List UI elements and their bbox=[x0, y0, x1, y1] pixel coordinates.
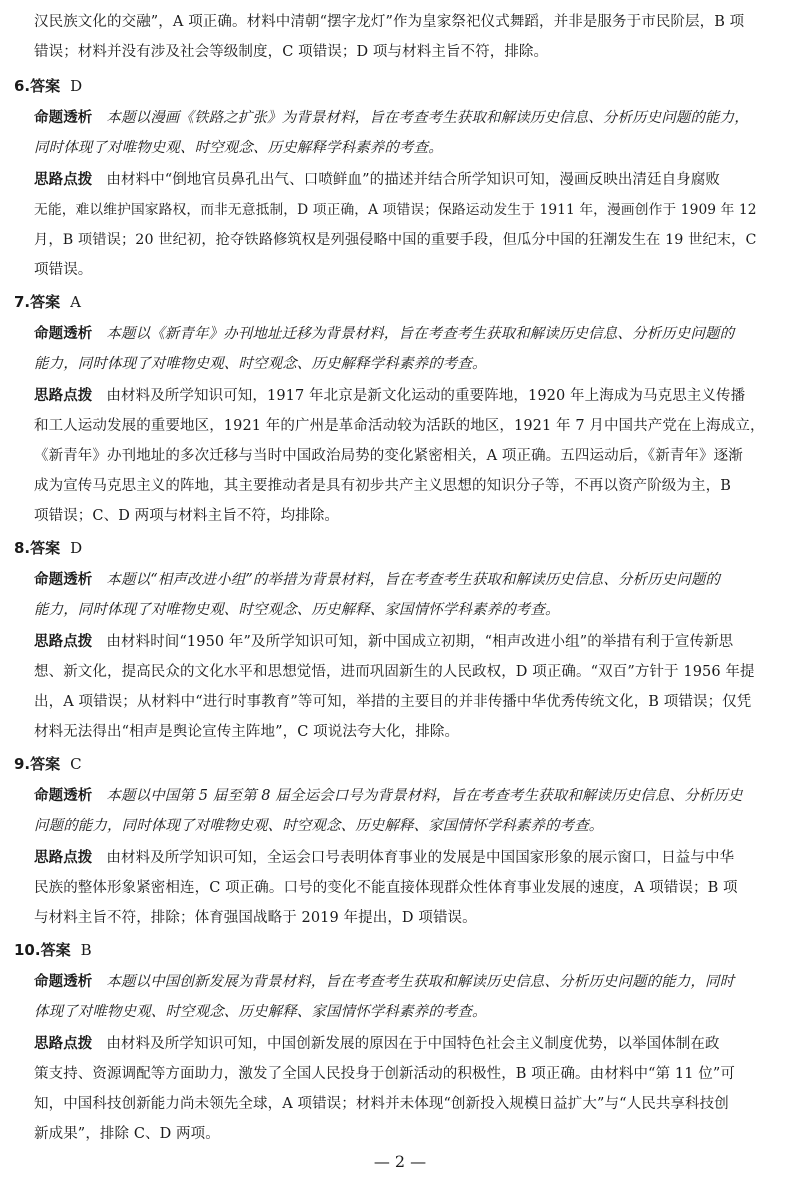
q6-answer-label: 答案 bbox=[30, 77, 61, 95]
q7-hint-line-3: 《新青年》办刊地址的多次迁移与当时中国政治局势的变化紧密相关，A 项正确。五四运动后，《新青年》逐渐 bbox=[34, 448, 743, 464]
q7-analysis-label: 命题透析 bbox=[34, 326, 93, 342]
q9-answer-heading bbox=[14, 754, 82, 774]
q6-hint-line-1 bbox=[34, 170, 766, 190]
q10-answer-heading bbox=[14, 940, 92, 960]
q7-analysis-line-2: 能力，同时体现了对唯物史观、时空观念、历史解释学科素养的考查。 bbox=[34, 356, 487, 372]
q10-analysis-line-1 bbox=[34, 972, 766, 992]
q9-answer-label: 答案 bbox=[30, 755, 61, 773]
q10-hint-line-2: 策支持、资源调配等方面助力，激发了全国人民投身于创新活动的积极性，B 项正确。由材料中“第 11 位”可 bbox=[34, 1066, 735, 1082]
q7-hint-label: 思路点拨 bbox=[34, 388, 93, 404]
q10-answer-label: 答案 bbox=[40, 941, 71, 959]
q7-hint-text-1: 由材料及所学知识可知，1917 年北京是新文化运动的重要阵地，1920 年上海成为马克思主义传播 bbox=[106, 388, 746, 404]
q7-analysis-text-1: 本题以《新青年》办刊地址迁移为背景材料，旨在考查考生获取和解读历史信息、分析历史问题的 bbox=[106, 326, 735, 342]
q8-analysis-text-1: 本题以“相声改进小组”的举措为背景材料，旨在考查考生获取和解读历史信息、分析历史问题的 bbox=[106, 572, 721, 588]
q6-number: 6. bbox=[14, 77, 31, 95]
q7-answer-heading bbox=[14, 292, 81, 312]
continued-text-line-1: 汉民族文化的交融”，A 项正确。材料中清朝“摆字龙灯”作为皇家祭祀仪式舞蹈，并非是服务于市民阶层，B 项 bbox=[34, 14, 745, 30]
q10-hint-label: 思路点拨 bbox=[34, 1036, 93, 1052]
q7-answer-label: 答案 bbox=[30, 293, 61, 311]
continued-text-line-2: 错误；材料并没有涉及社会等级制度，C 项错误；D 项与材料主旨不符，排除。 bbox=[34, 44, 549, 60]
q10-hint-text-1: 由材料及所学知识可知，中国创新发展的原因在于中国特色社会主义制度优势，以举国体制在政 bbox=[106, 1036, 720, 1052]
q6-hint-label: 思路点拨 bbox=[34, 172, 93, 188]
page-number: — 2 — bbox=[373, 1152, 427, 1171]
q8-hint-label: 思路点拨 bbox=[34, 634, 93, 650]
q9-hint-label: 思路点拨 bbox=[34, 850, 93, 866]
q10-analysis-label: 命题透析 bbox=[34, 974, 93, 990]
q6-hint-line-2: 无能，难以维护国家路权，而非无意抵制，D 项正确，A 项错误；保路运动发生于 1911 年，漫画创作于 1909 年 12 bbox=[34, 202, 757, 218]
q9-analysis-label: 命题透析 bbox=[34, 788, 93, 804]
q6-analysis-line-1 bbox=[34, 108, 766, 128]
q6-analysis-text-1: 本题以漫画《铁路之扩张》为背景材料，旨在考查考生获取和解读历史信息、分析历史问题的能力， bbox=[106, 110, 749, 126]
q7-hint-line-5: 项错误；C、D 两项与材料主旨不符，均排除。 bbox=[34, 508, 340, 524]
q9-answer-value: C bbox=[70, 755, 82, 773]
q9-hint-line-3: 与材料主旨不符，排除；体育强国战略于 2019 年提出，D 项错误。 bbox=[34, 910, 477, 926]
q8-analysis-label: 命题透析 bbox=[34, 572, 93, 588]
q10-number: 10. bbox=[14, 941, 41, 959]
q7-hint-line-1 bbox=[34, 386, 766, 406]
q10-hint-line-4: 新成果”，排除 C、D 两项。 bbox=[34, 1126, 220, 1142]
q6-analysis-label: 命题透析 bbox=[34, 110, 93, 126]
q10-answer-value: B bbox=[80, 941, 92, 959]
q7-answer-value: A bbox=[70, 293, 81, 311]
q8-answer-label: 答案 bbox=[30, 539, 61, 557]
q8-hint-line-1 bbox=[34, 632, 766, 652]
q6-answer-heading bbox=[14, 76, 82, 96]
q9-analysis-line-1 bbox=[34, 786, 766, 806]
q9-analysis-text-1: 本题以中国第 5 届至第 8 届全运会口号为背景材料，旨在考查考生获取和解读历史信息、分析历史 bbox=[106, 788, 743, 804]
q8-hint-line-4: 材料无法得出“相声是舆论宣传主阵地”，C 项说法夸大化，排除。 bbox=[34, 724, 460, 740]
q9-hint-text-1: 由材料及所学知识可知，全运会口号表明体育事业的发展是中国国家形象的展示窗口，日益与中华 bbox=[106, 850, 735, 866]
q8-number: 8. bbox=[14, 539, 31, 557]
q6-hint-line-4: 项错误。 bbox=[34, 262, 93, 278]
q6-hint-line-3: 月，B 项错误；20 世纪初，抢夺铁路修筑权是列强侵略中国的重要手段，但瓜分中国的狂潮发生在 19 世纪末，C bbox=[34, 232, 757, 248]
q8-hint-line-3: 出，A 项错误；从材料中“进行时事教育”等可知，举措的主要目的并非传播中华优秀传统文化，B 项错误；仅凭 bbox=[34, 694, 752, 710]
q9-hint-line-2: 民族的整体形象紧密相连，C 项正确。口号的变化不能直接体现群众性体育事业发展的速度，A 项错误；B 项 bbox=[34, 880, 738, 896]
q7-hint-line-4: 成为宣传马克思主义的阵地，其主要推动者是具有初步共产主义思想的知识分子等，不再以资产阶级为主，B bbox=[34, 478, 731, 494]
q8-analysis-line-2: 能力，同时体现了对唯物史观、时空观念、历史解释、家国情怀学科素养的考查。 bbox=[34, 602, 560, 618]
q7-analysis-line-1 bbox=[34, 324, 766, 344]
q9-hint-line-1 bbox=[34, 848, 766, 868]
q8-hint-line-2: 想、新文化，提高民众的文化水平和思想觉悟，进而巩固新生的人民政权，D 项正确。“双百”方针于 1956 年提 bbox=[34, 664, 755, 680]
q6-answer-value: D bbox=[70, 77, 83, 95]
q8-answer-heading bbox=[14, 538, 82, 558]
q7-hint-line-2: 和工人运动发展的重要地区，1921 年的广州是革命活动较为活跃的地区，1921 年 7 月中国共产党在上海成立， bbox=[34, 418, 765, 434]
q10-analysis-line-2: 体现了对唯物史观、时空观念、历史解释、家国情怀学科素养的考查。 bbox=[34, 1004, 487, 1020]
q9-number: 9. bbox=[14, 755, 31, 773]
q8-analysis-line-1 bbox=[34, 570, 766, 590]
q6-analysis-line-2: 同时体现了对唯物史观、时空观念、历史解释学科素养的考查。 bbox=[34, 140, 443, 156]
q9-analysis-line-2: 问题的能力，同时体现了对唯物史观、时空观念、历史解释、家国情怀学科素养的考查。 bbox=[34, 818, 604, 834]
q10-hint-line-3: 知，中国科技创新能力尚未领先全球，A 项错误；材料并未体现“创新投入规模日益扩大”与“人民共享科技创 bbox=[34, 1096, 729, 1112]
q10-hint-line-1 bbox=[34, 1034, 766, 1054]
q7-number: 7. bbox=[14, 293, 31, 311]
q10-analysis-text-1: 本题以中国创新发展为背景材料，旨在考查考生获取和解读历史信息、分析历史问题的能力，同时 bbox=[106, 974, 735, 990]
q6-hint-text-1: 由材料中“倒地官员鼻孔出气、口喷鲜血”的描述并结合所学知识可知，漫画反映出清廷自身腐败 bbox=[106, 172, 721, 188]
q8-hint-text-1: 由材料时间“1950 年”及所学知识可知，新中国成立初期，“相声改进小组”的举措有利于宣传新思 bbox=[106, 634, 734, 650]
q8-answer-value: D bbox=[70, 539, 83, 557]
